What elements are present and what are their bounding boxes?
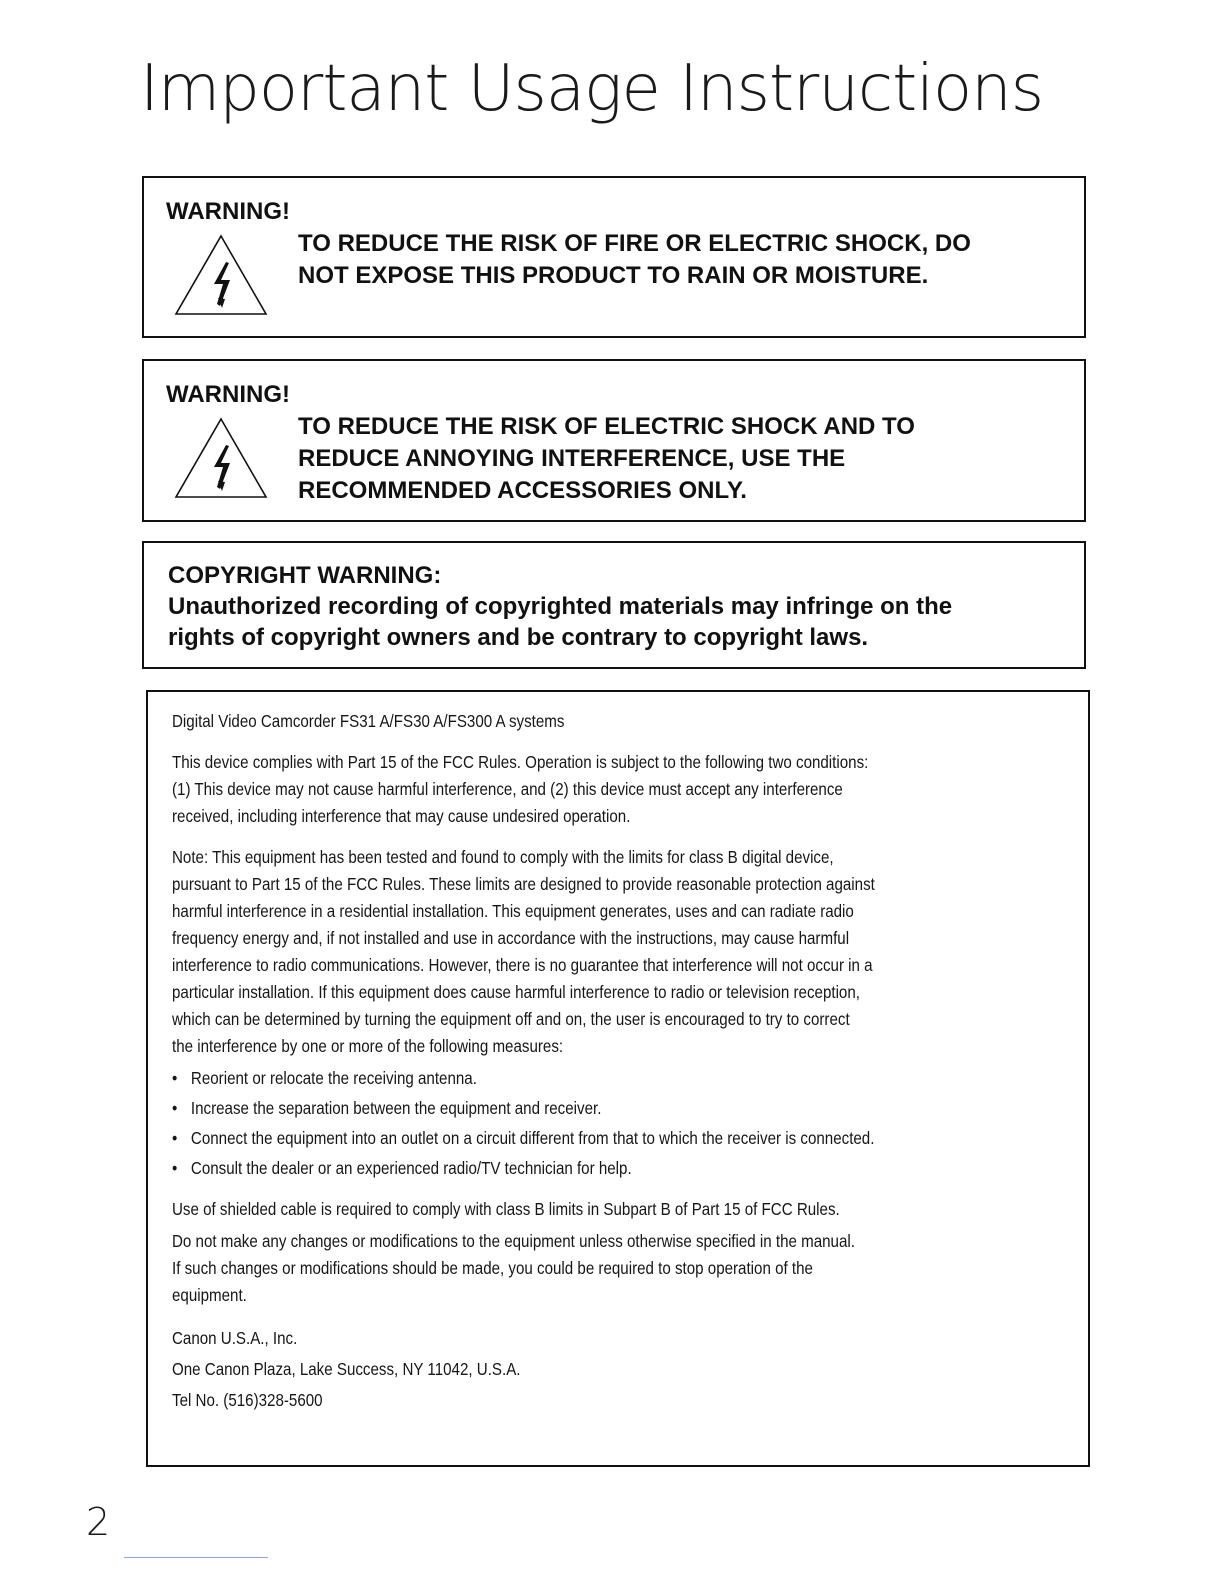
measure-text: Consult the dealer or an experienced radio/TV technician for help. — [190, 1158, 632, 1178]
warning-text — [298, 228, 1078, 292]
note-line: frequency energy and, if not installed and use in accordance with the instructions, may cause harmful — [172, 928, 850, 948]
shielded-cable-line: Use of shielded cable is required to comply with class B limits in Subpart B of Part 15 of FCC Rules. — [172, 1199, 840, 1219]
list-item — [172, 1125, 982, 1152]
warning-heading: WARNING! — [166, 198, 290, 225]
page-title: Important Usage Instructions — [140, 52, 1044, 126]
measure-text: Reorient or relocate the receiving antenna. — [190, 1068, 477, 1088]
address-line: One Canon Plaza, Lake Success, NY 11042, U.S.A. — [172, 1359, 521, 1379]
page-number: 2 — [86, 1500, 111, 1544]
note-line: harmful interference in a residential installation. This equipment generates, uses and can radiate radio — [172, 901, 854, 921]
note-line: the interference by one or more of the following measures: — [172, 1036, 564, 1056]
modifications-line: equipment. — [172, 1285, 247, 1305]
bullet-icon: • — [172, 1158, 178, 1178]
note-line: pursuant to Part 15 of the FCC Rules. These limits are designed to provide reasonable protection against — [172, 874, 875, 894]
note-line: interference to radio communications. However, there is no guarantee that interference will not occur in a — [172, 955, 873, 975]
fire-shock-warning-box — [142, 176, 1086, 338]
fcc-statement-box — [146, 690, 1090, 1467]
model-line: Digital Video Camcorder FS31 A/FS30 A/FS300 A systems — [172, 711, 565, 731]
note-line: Note: This equipment has been tested and found to comply with the limits for class B digital device, — [172, 847, 834, 867]
copyright-text-line: Unauthorized recording of copyrighted materials may infringe on the — [168, 593, 953, 620]
list-item — [172, 1065, 1066, 1092]
compliance-line: received, including interference that may cause undesired operation. — [172, 806, 631, 826]
modifications-paragraph — [172, 1228, 1066, 1309]
list-item — [172, 1095, 1066, 1122]
warning-text-line: REDUCE ANNOYING INTERFERENCE, USE THE — [298, 445, 846, 472]
bullet-icon: • — [172, 1128, 178, 1148]
footer-rule — [124, 1557, 268, 1558]
warning-text-line: NOT EXPOSE THIS PRODUCT TO RAIN OR MOISTURE. — [298, 262, 929, 289]
copyright-heading: COPYRIGHT WARNING: — [168, 562, 442, 589]
bullet-icon: • — [172, 1068, 178, 1088]
warning-text-line: RECOMMENDED ACCESSORIES ONLY. — [298, 477, 747, 504]
copyright-warning-box — [142, 541, 1086, 669]
phone-number: Tel No. (516)328-5600 — [172, 1390, 323, 1410]
warning-heading: WARNING! — [166, 381, 290, 408]
note-line: particular installation. If this equipment does cause harmful interference to radio or television reception, — [172, 982, 860, 1002]
company-address — [172, 1323, 1066, 1416]
electric-shock-warning-icon — [174, 232, 268, 318]
list-item — [172, 1155, 1066, 1182]
compliance-line: This device complies with Part 15 of the FCC Rules. Operation is subject to the following two conditions: — [172, 752, 869, 772]
copyright-text — [168, 591, 1068, 653]
compliance-paragraph — [172, 749, 1066, 830]
warning-text — [298, 411, 1078, 507]
measures-list — [172, 1065, 1066, 1182]
warning-text-line: TO REDUCE THE RISK OF FIRE OR ELECTRIC SHOCK, DO — [298, 230, 971, 257]
modifications-line: If such changes or modifications should be made, you could be required to stop operation of the — [172, 1258, 813, 1278]
electric-shock-warning-icon — [174, 415, 268, 501]
company-name: Canon U.S.A., Inc. — [172, 1328, 298, 1348]
copyright-text-line: rights of copyright owners and be contrary to copyright laws. — [168, 624, 869, 651]
note-line: which can be determined by turning the equipment off and on, the user is encouraged to try to correct — [172, 1009, 850, 1029]
bullet-icon: • — [172, 1098, 178, 1118]
fcc-body — [172, 708, 1066, 1430]
measure-text: Increase the separation between the equipment and receiver. — [190, 1098, 602, 1118]
compliance-line: (1) This device may not cause harmful interference, and (2) this device must accept any interference — [172, 779, 843, 799]
warning-text-line: TO REDUCE THE RISK OF ELECTRIC SHOCK AND TO — [298, 413, 915, 440]
accessories-warning-box — [142, 359, 1086, 522]
measure-text: Connect the equipment into an outlet on a circuit different from that to which the receiver is connected. — [190, 1128, 875, 1148]
modifications-line: Do not make any changes or modifications to the equipment unless otherwise specified in the manual. — [172, 1231, 855, 1251]
note-paragraph — [172, 844, 1066, 1060]
